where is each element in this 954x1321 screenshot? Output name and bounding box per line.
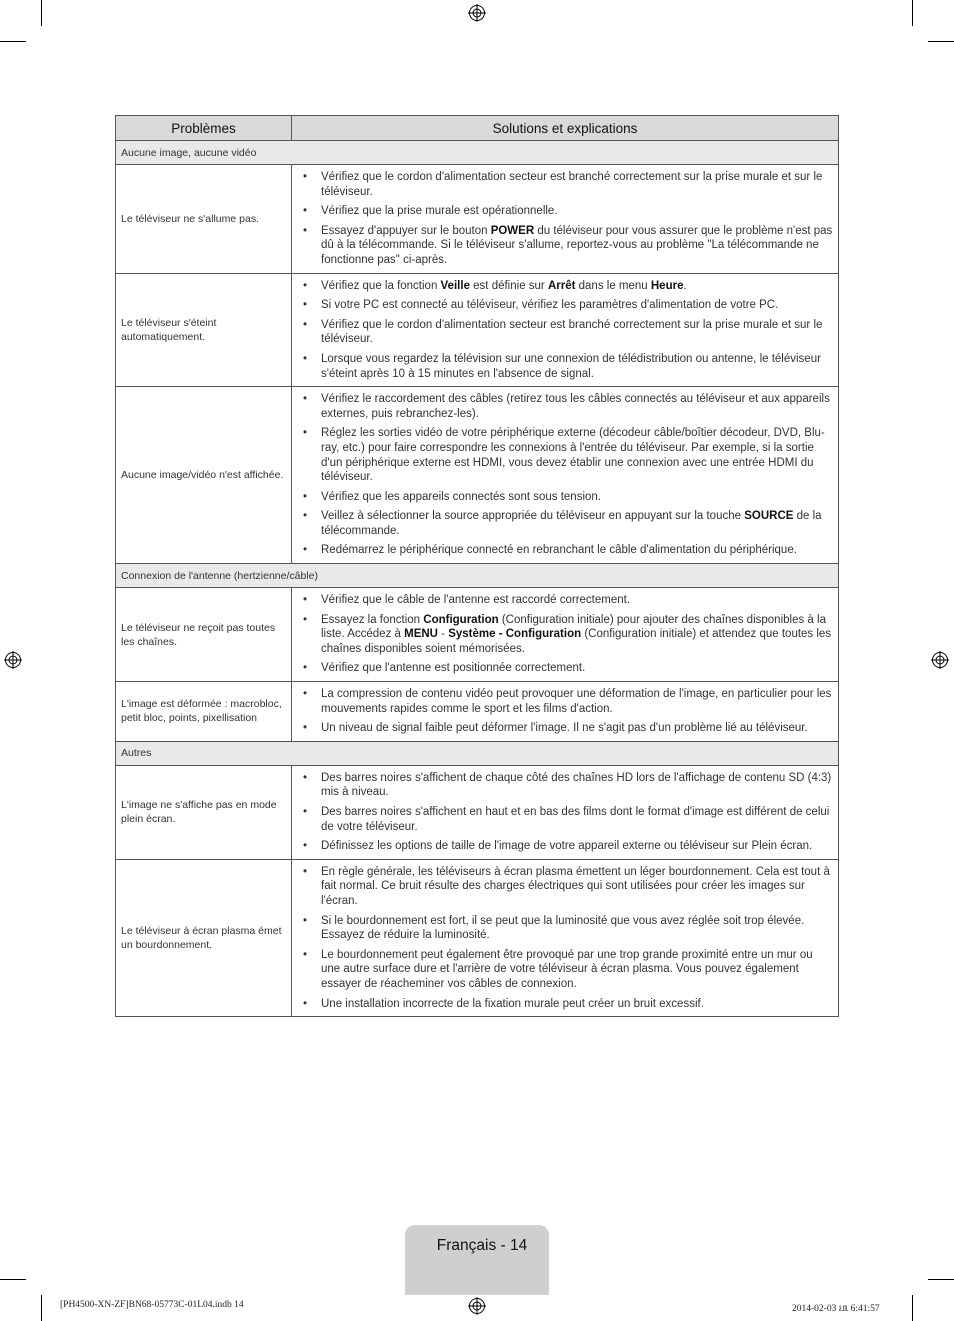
solution-text: Vérifiez que le cordon d'alimentation secteur est branché correctement sur la prise murale et sur le téléviseur. (321, 171, 823, 198)
solutions-cell (292, 387, 839, 564)
solution-text: Si le bourdonnement est fort, il se peut que la luminosité que vous avez réglée soit trop élevée. Essayez de réduire la luminosité. (321, 914, 805, 942)
table-row (116, 765, 839, 859)
bullet-icon: • (302, 171, 308, 183)
list-item (300, 204, 833, 219)
solution-text: Essayez d'appuyer sur le bouton (321, 224, 491, 237)
solution-text: Redémarrez le périphérique connecté en rebranchant le câble d'alimentation du périphérique. (321, 544, 797, 557)
registration-mark-icon (468, 1297, 486, 1315)
section-title: Connexion de l'antenne (hertzienne/câble) (116, 564, 839, 588)
page-number-label: Français - 14 (436, 1237, 528, 1254)
solution-text: Vérifiez que l'antenne est positionnée correctement. (321, 662, 586, 675)
page-number-tab (405, 1225, 549, 1295)
solution-text: Définissez les options de taille de l'image de votre appareil externe ou téléviseur sur Plein écran. (321, 840, 813, 853)
solution-text: En règle générale, les téléviseurs à écran plasma émettent un léger bourdonnement. Cela est tout à fait normal. Ce bruit résulte des charges électriques qui sont utilisées pour créer les images sur l'écran. (321, 865, 830, 907)
bullet-icon: • (302, 352, 308, 365)
problem-cell: Le téléviseur à écran plasma émet un bourdonnement. (116, 859, 292, 1016)
crop-mark (928, 1279, 954, 1280)
solution-text: Vérifiez que la fonction (321, 279, 441, 292)
list-item (300, 298, 833, 313)
solutions-cell (292, 682, 839, 742)
solutions-list (300, 392, 833, 558)
list-item (300, 997, 833, 1012)
bullet-icon: • (302, 722, 308, 735)
crop-mark (928, 41, 954, 42)
list-item (300, 224, 833, 268)
bullet-icon: • (302, 948, 308, 961)
problem-cell: Le téléviseur ne reçoit pas toutes les chaînes. (116, 588, 292, 682)
list-item (300, 490, 833, 505)
bullet-icon: • (302, 544, 308, 557)
list-item (300, 509, 833, 538)
emphasis-text: Arrêt (547, 279, 576, 292)
list-item (300, 392, 833, 421)
bullet-icon: • (302, 427, 308, 440)
solutions-list (300, 687, 833, 736)
solutions-list (300, 865, 833, 1011)
solution-text: Réglez les sorties vidéo de votre périphérique externe (décodeur câble/boîtier décodeur, DVD, Blu-ray, etc.) pour faire correspondre les connexions à l'entrée du téléviseur. Par exemple, si la sortie d'un périphérique externe est HDMI, vous devez établir une connexion avec une entrée HDMI du téléviseur. (321, 427, 825, 484)
table-row (116, 165, 839, 274)
solutions-cell (292, 588, 839, 682)
list-item (300, 318, 833, 347)
problem-cell: L'image ne s'affiche pas en mode plein écran. (116, 765, 292, 859)
solution-text: Vérifiez que le câble de l'antenne est raccordé correctement. (321, 594, 631, 607)
registration-mark-icon (931, 651, 949, 669)
solutions-cell (292, 165, 839, 274)
problem-cell: Le téléviseur s'éteint automatiquement. (116, 273, 292, 387)
solution-text: Vérifiez que les appareils connectés sont sous tension. (321, 490, 601, 503)
table-row (116, 859, 839, 1016)
crop-mark (912, 0, 913, 26)
list-item (300, 352, 833, 381)
solutions-list (300, 593, 833, 676)
solution-text: de la télécommande. (321, 510, 822, 537)
crop-mark (41, 0, 42, 26)
problem-cell: L'image est déformée : macrobloc, petit bloc, points, pixellisation (116, 682, 292, 742)
problem-cell: Aucune image/vidéo n'est affichée. (116, 387, 292, 564)
list-item (300, 721, 833, 736)
table-header-row (116, 116, 839, 141)
solution-text: Une installation incorrecte de la fixation murale peut créer un bruit excessif. (321, 997, 704, 1010)
list-item (300, 279, 833, 294)
solution-text: . (683, 279, 687, 292)
list-item (300, 948, 833, 992)
list-item (300, 593, 833, 608)
bullet-icon: • (302, 662, 308, 675)
section-title: Autres (116, 741, 839, 765)
solution-text: La compression de contenu vidéo peut provoquer une déformation de l'image, en particulier pour les mouvements rapides comme le sport et les films d'action. (321, 688, 832, 715)
table-row (116, 387, 839, 564)
table-body (116, 141, 839, 1017)
solutions-cell (292, 765, 839, 859)
solution-text: Vérifiez que la prise murale est opérationnelle. (321, 205, 558, 218)
crop-mark (0, 1279, 26, 1280)
bullet-icon: • (302, 490, 308, 503)
bullet-icon: • (302, 318, 308, 331)
list-item (300, 865, 833, 909)
section-title: Aucune image, aucune vidéo (116, 141, 839, 165)
crop-mark (912, 1295, 913, 1321)
solution-text: Vérifiez que le cordon d'alimentation secteur est branché correctement sur la prise murale et sur le téléviseur. (321, 318, 823, 346)
table-row (116, 273, 839, 387)
section-header-row (116, 564, 839, 588)
emphasis-text: Système - Configuration (448, 628, 582, 641)
list-item (300, 914, 833, 943)
bullet-icon: • (302, 613, 308, 626)
solution-text: Le bourdonnement peut également être provoqué par une trop grande proximité entre un mur ou une autre surface dure et l'arrière de votre téléviseur à écran plasma. Vous pouvez également essayer de réacheminer vos câbles de connexion. (321, 948, 813, 990)
troubleshooting-table (115, 115, 839, 1017)
solution-text: Veillez à sélectionner la source appropriée du téléviseur en appuyant sur la touche (321, 510, 745, 523)
crop-mark (41, 1295, 42, 1321)
bullet-icon: • (302, 510, 308, 523)
registration-mark-icon (468, 4, 486, 22)
emphasis-text: Veille (440, 279, 470, 292)
solution-text: est définie sur (469, 279, 548, 292)
solution-text: Lorsque vous regardez la télévision sur une connexion de télédistribution ou antenne, le téléviseur s'éteint après 10 à 15 minutes en l'absence de signal. (321, 352, 821, 380)
crop-mark (0, 41, 26, 42)
solution-text: du téléviseur pour vous assurer que le problème n'est pas dû à la télécommande. Si le téléviseur s'allume, reportez-vous au problème "La télécommande ne fonctionne pas" ci-après. (321, 224, 833, 266)
solution-text: - (437, 628, 449, 641)
list-item (300, 426, 833, 484)
registration-mark-icon (4, 651, 22, 669)
print-date-info: 2014-02-03 ㏂ 6:41:57 (792, 1304, 880, 1314)
problem-cell: Le téléviseur ne s'allume pas. (116, 165, 292, 274)
solution-text: Essayez la fonction (321, 613, 424, 626)
bullet-icon: • (302, 840, 308, 853)
bullet-icon: • (302, 594, 308, 607)
solution-text: dans le menu (575, 279, 651, 292)
emphasis-text: SOURCE (744, 510, 794, 523)
bullet-icon: • (302, 205, 308, 218)
emphasis-text: POWER (490, 224, 535, 237)
emphasis-text: Heure (650, 279, 684, 292)
bullet-icon: • (302, 806, 308, 818)
list-item (300, 805, 833, 834)
list-item (300, 687, 833, 716)
solution-text: Un niveau de signal faible peut déformer l'image. Il ne s'agit pas d'un problème lié au téléviseur. (321, 722, 808, 735)
bullet-icon: • (302, 997, 308, 1010)
solution-text: Des barres noires s'affichent de chaque côté des chaînes HD lors de l'affichage de contenu SD (4:3) mis à niveau. (321, 771, 832, 799)
solution-text: Si votre PC est connecté au téléviseur, vérifiez les paramètres d'alimentation de votre PC. (321, 299, 779, 312)
table-row (116, 588, 839, 682)
bullet-icon: • (302, 865, 308, 878)
list-item (300, 613, 833, 657)
bullet-icon: • (302, 224, 308, 237)
solution-text: Vérifiez le raccordement des câbles (retirez tous les câbles connectés au téléviseur et aux appareils externes, puis rebranchez-les). (321, 393, 830, 420)
bullet-icon: • (302, 688, 308, 701)
list-item (300, 170, 833, 199)
solutions-list (300, 771, 833, 854)
list-item (300, 839, 833, 854)
header-solutions: Solutions et explications (292, 116, 839, 141)
bullet-icon: • (302, 914, 308, 927)
emphasis-text: Configuration (423, 613, 499, 626)
emphasis-text: MENU (404, 628, 438, 641)
bullet-icon: • (302, 393, 308, 406)
section-header-row (116, 741, 839, 765)
bullet-icon: • (302, 771, 308, 784)
solution-text: Des barres noires s'affichent en haut et en bas des films dont le format d'image est différent de celui de votre téléviseur. (321, 806, 830, 833)
solutions-list (300, 170, 833, 268)
print-file-info: [PH4500-XN-ZF]BN68-05773C-01L04.indb 14 (60, 1300, 244, 1310)
bullet-icon: • (302, 299, 308, 312)
bullet-icon: • (302, 279, 308, 292)
solutions-list (300, 279, 833, 382)
solution-text: (Configuration initiale) pour ajouter des chaînes disponibles à la liste. Accédez à (321, 613, 826, 641)
list-item (300, 771, 833, 800)
list-item (300, 661, 833, 676)
header-problems: Problèmes (116, 116, 292, 141)
list-item (300, 543, 833, 558)
solutions-cell (292, 859, 839, 1016)
solution-text: (Configuration initiale) et attendez que toutes les chaînes disponibles soient mémorisées. (321, 628, 832, 655)
solutions-cell (292, 273, 839, 387)
section-header-row (116, 141, 839, 165)
table-row (116, 682, 839, 742)
